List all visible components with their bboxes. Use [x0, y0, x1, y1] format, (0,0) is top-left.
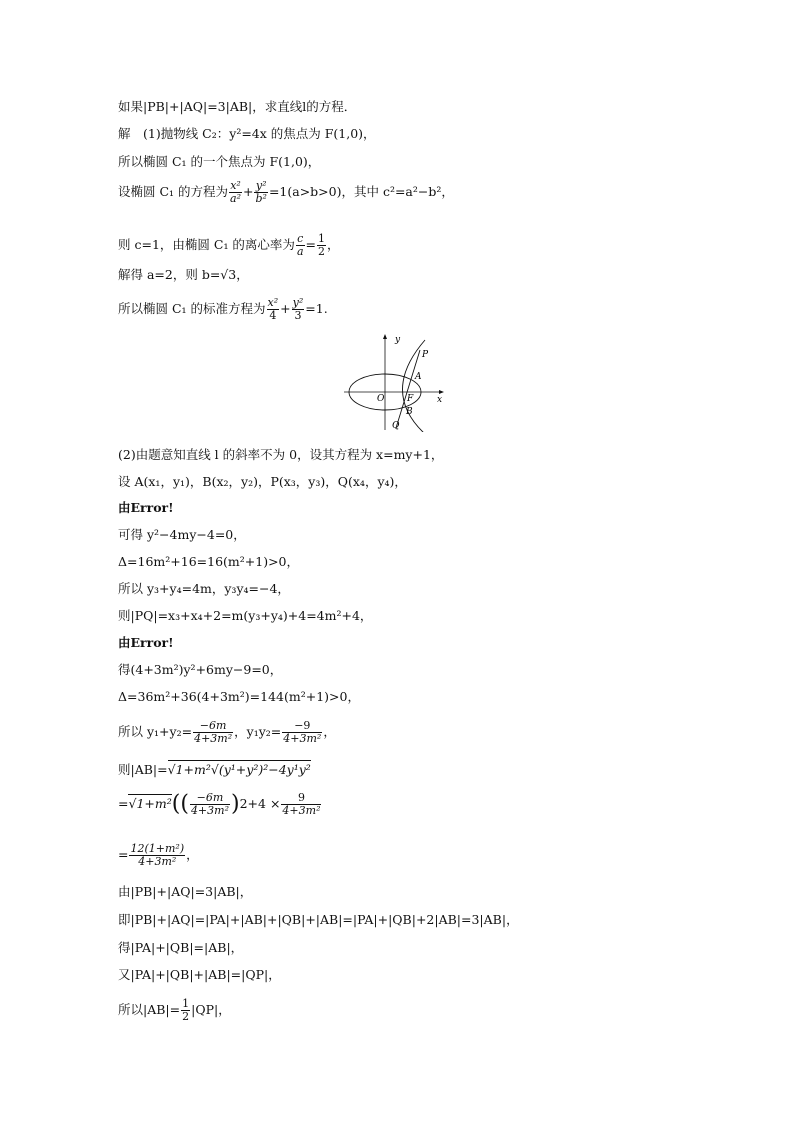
solution-line: 解 (1)抛物线 C₂：y²=4x 的焦点为 F(1,0)，: [118, 126, 376, 141]
solution-line: 设 A(x₁，y₁)，B(x₂，y₂)，P(x₃，y₃)，Q(x₄，y₄)，: [118, 474, 407, 489]
y-axis-arrow: [383, 334, 387, 339]
solution-line: = $\frac{\text{12(1+m²)}}{\text{4+3m²}}$ ，: [118, 842, 199, 868]
label-x: x: [437, 395, 443, 405]
solution-line: 得(4+3m²)y²+6my−9=0，: [118, 662, 283, 677]
x-axis-arrow: [439, 390, 444, 394]
label-B: B: [406, 407, 413, 417]
solution-line: 由Error!: [118, 500, 174, 515]
solution-line: (2)由题意知直线 l 的斜率不为 0，设其方程为 x=my+1，: [118, 447, 444, 462]
label-F: F: [407, 394, 414, 404]
solution-line: 解得 a=2，则 b=√3，: [118, 267, 249, 282]
solution-line: 所以 y₃+y₄=4m，y₃y₄=−4，: [118, 581, 290, 596]
solution-line: 所以|AB|= $\frac{1}{2}$ |QP|，: [118, 997, 231, 1023]
solution-line: 所以椭圆 C₁ 的一个焦点为 F(1,0)，: [118, 154, 321, 169]
solution-line: 设椭圆 C₁ 的方程为 $\frac{\text{x²}}{\text{a²}}$ + $\frac{\text{y²}}{\text{b²}}$ =1(a>b>0)，其中 c²=a²−b²，: [118, 179, 454, 205]
solution-line: 则|AB|=√1+m²√(y¹+y²)²−4y¹y²: [118, 762, 311, 777]
solution-line: 所以 y₁+y₂= $\frac{-6m}{\text{4+3m²}}$ ，y₁y₂= $\frac{-9}{\text{4+3m²}}$ ，: [118, 719, 336, 745]
label-A: A: [415, 372, 422, 382]
solution-line: 又|PA|+|QB|+|AB|=|QP|，: [118, 967, 281, 982]
solution-line: 得|PA|+|QB|=|AB|，: [118, 940, 244, 955]
solution-line: 由|PB|+|AQ|=3|AB|，: [118, 884, 253, 899]
solution-line: 可得 y²−4my−4=0，: [118, 527, 246, 542]
solution-line: 则|PQ|=x₃+x₄+2=m(y₃+y₄)+4=4m²+4，: [118, 608, 373, 623]
label-P: P: [422, 350, 429, 360]
problem-continuation: 如果|PB|+|AQ|=3|AB|，求直线l的方程．: [118, 99, 357, 114]
solution-line: 所以椭圆 C₁ 的标准方程为 $\frac{\text{x²}}{4}$ + $\frac{\text{y²}}{3}$ =1.: [118, 296, 328, 322]
ellipse-parabola-figure: [340, 332, 450, 432]
solution-line: Δ=16m²+16=16(m²+1)>0，: [118, 554, 299, 569]
solution-line: 则 c=1，由椭圆 C₁ 的离心率为 $\frac{c}{a}$ = $\frac{1}{2}$ ，: [118, 232, 340, 258]
solution-line: 即|PB|+|AQ|=|PA|+|AB|+|QB|+|AB|=|PA|+|QB|+2|AB|=3|AB|，: [118, 912, 519, 927]
solution-line: 由Error!: [118, 635, 174, 650]
solution-line: =√1+m²(( $\frac{-6m}{\text{4+3m²}}$ )2+4 × $\frac{9}{\text{4+3m²}}$: [118, 791, 321, 817]
label-O: O: [377, 394, 385, 404]
solution-line: Δ=36m²+36(4+3m²)=144(m²+1)>0，: [118, 689, 360, 704]
label-y: y: [395, 335, 401, 345]
label-Q: Q: [392, 421, 400, 431]
